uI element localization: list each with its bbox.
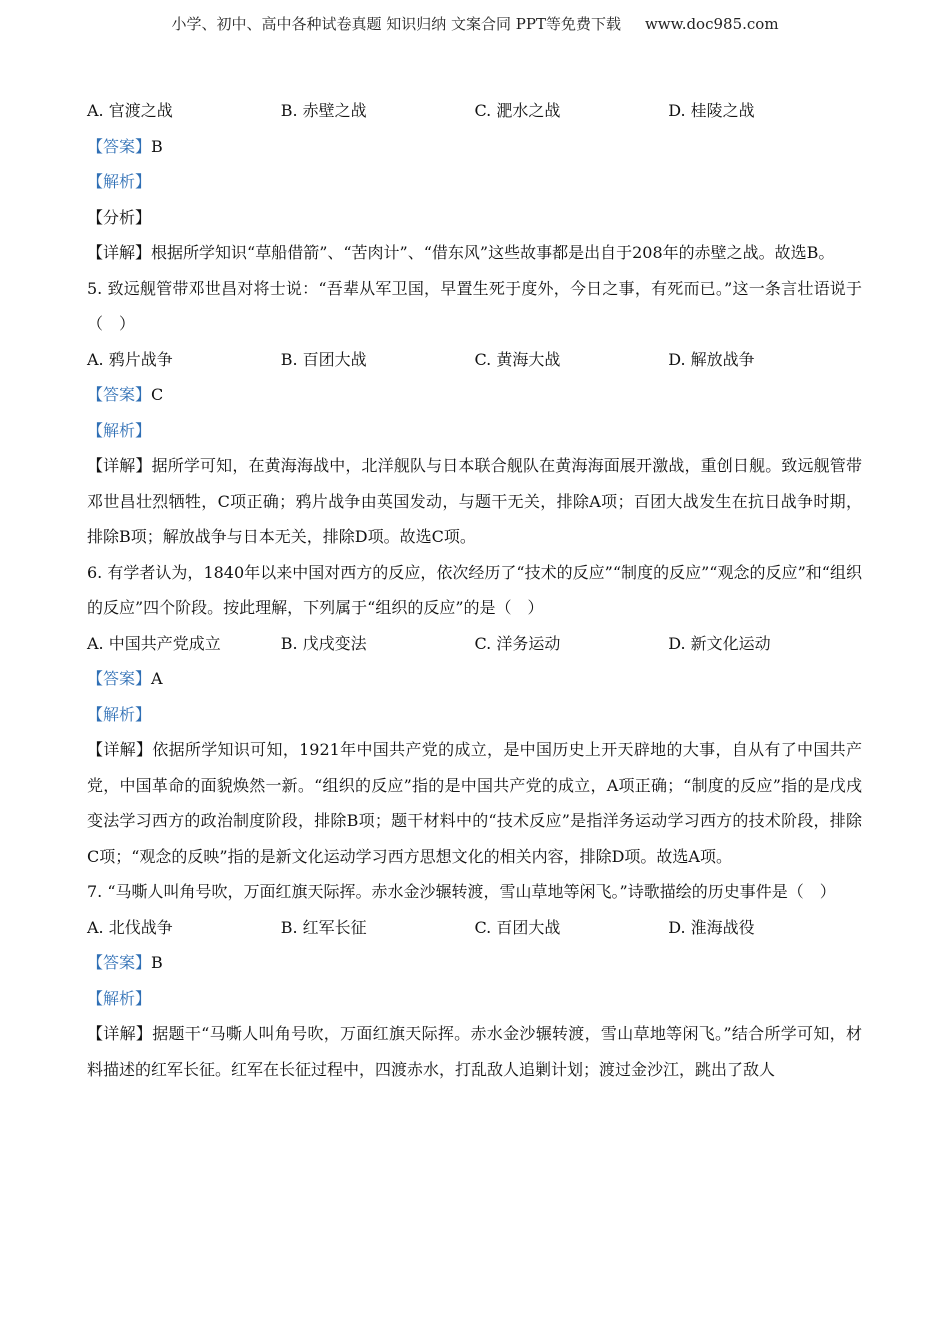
answer-tag: 【答案】 (87, 385, 152, 404)
q6-option-a: A. 中国共产党成立 (87, 633, 221, 653)
q5-option-b: B. 百团大战 (280, 349, 367, 369)
analysis-tag: 【解析】 (87, 172, 152, 191)
q5-option-a: A. 鸦片战争 (87, 349, 173, 369)
q4-options (87, 93, 862, 129)
q6-option-c: C. 洋务运动 (474, 633, 561, 653)
q5-answer: C (151, 385, 164, 404)
q6-answer: A (151, 669, 163, 688)
q7-detail-text: 据题干“马嘶人叫角号吹，万面红旗天际挥。赤水金沙辗转渡，雪山草地等闲飞。”结合所学可知，材料描述的红军长征。红军在长征过程中，四渡赤水，打乱敌人追剿计划；渡过金沙江，跳出了敌人 (87, 1024, 862, 1079)
answer-tag: 【答案】 (87, 669, 152, 688)
analysis-tag: 【解析】 (87, 704, 152, 724)
q4-answer-line (87, 129, 862, 165)
q5-options (87, 342, 862, 378)
detail-tag: 【详解】 (87, 456, 152, 475)
q5-option-d: D. 解放战争 (668, 349, 755, 369)
detail-tag: 【详解】 (87, 740, 153, 759)
q7-detail (87, 1016, 862, 1087)
detail-tag: 【详解】 (87, 1024, 153, 1043)
q7-answer: B (151, 953, 163, 972)
q5-answer-line (87, 377, 862, 413)
q6-detail-text: 依据所学知识可知，1921年中国共产党的成立，是中国历史上开天辟地的大事，自从有了中国共产党，中国革命的面貌焕然一新。“组织的反应”指的是中国共产党的成立，A项正确；“制度的反应”指的是戊戌变法学习西方的政治制度阶段，排除B项；题干材料中的“技术反应”是指洋务运动学习西方的技术阶段，排除C项；“观念的反映”指的是新文化运动学习西方思想文化的相关内容，排除D项。故选A项。 (87, 740, 862, 866)
q4-option-c: C. 淝水之战 (474, 101, 561, 120)
q5-detail-text: 据所学可知，在黄海海战中，北洋舰队与日本联合舰队在黄海海面展开激战，重创日舰。致远舰管带邓世昌壮烈牺牲，C项正确；鸦片战争由英国发动，与题干无关，排除A项；百团大战发生在抗日战争时期，排除B项；解放战争与日本无关，排除D项。故选C项。 (87, 456, 862, 546)
q7-question: 7. “马嘶人叫角号吹，万面红旗天际挥。赤水金沙辗转渡，雪山草地等闲飞。”诗歌描绘的历史事件是（ ） (87, 882, 836, 901)
header-text: 小学、初中、高中各种试卷真题 知识归纳 文案合同 PPT等免费下载 (171, 15, 621, 33)
answer-tag: 【答案】 (87, 136, 152, 156)
q4-detail (87, 235, 862, 271)
q5-analysis-line (87, 413, 862, 449)
fenxi-tag: 【分析】 (87, 207, 152, 227)
page-header (0, 13, 950, 34)
q7-option-b: B. 红军长征 (280, 917, 367, 937)
q7-option-c: C. 百团大战 (474, 917, 561, 937)
q7-option-a: A. 北伐战争 (87, 917, 173, 937)
q6-answer-line (87, 661, 862, 697)
q4-analysis-line (87, 164, 862, 200)
q5-option-c: C. 黄海大战 (474, 349, 561, 369)
q5-question: 5. 致远舰管带邓世昌对将士说：“吾辈从军卫国，早置生死于度外，今日之事，有死而已。”这一条言壮语说于（ ） (87, 278, 862, 333)
q4-answer: B (151, 136, 163, 156)
q6-analysis-line (87, 697, 862, 733)
q4-option-d: D. 桂陵之战 (668, 101, 755, 120)
analysis-tag: 【解析】 (87, 420, 152, 440)
q7-options (87, 910, 862, 946)
q7-option-d: D. 淮海战役 (668, 917, 755, 937)
header-url[interactable]: www.doc985.com (644, 15, 779, 33)
answer-tag: 【答案】 (87, 953, 152, 972)
q6-option-d: D. 新文化运动 (668, 633, 771, 653)
q4-detail-text: 根据所学知识“草船借箭”、“苦肉计”、“借东风”这些故事都是出自于208年的赤壁之战。故选B。 (151, 243, 835, 262)
q4-fenxi-line (87, 200, 862, 236)
detail-tag: 【详解】 (87, 243, 152, 262)
q7-analysis-line (87, 981, 862, 1017)
q4-option-b: B. 赤壁之战 (280, 101, 367, 120)
q6-detail (87, 732, 862, 874)
q7-answer-line (87, 945, 862, 981)
q6-option-b: B. 戊戌变法 (280, 633, 367, 653)
q4-option-a: A. 官渡之战 (87, 101, 173, 120)
q6-options (87, 626, 862, 662)
q5-detail (87, 448, 862, 555)
document-body (87, 93, 862, 1087)
analysis-tag: 【解析】 (87, 988, 152, 1008)
q6-question: 6. 有学者认为，1840年以来中国对西方的反应，依次经历了“技术的反应”“制度的反应”“观念的反应”和“组织的反应”四个阶段。按此理解，下列属于“组织的反应”的是（ ） (87, 562, 862, 617)
